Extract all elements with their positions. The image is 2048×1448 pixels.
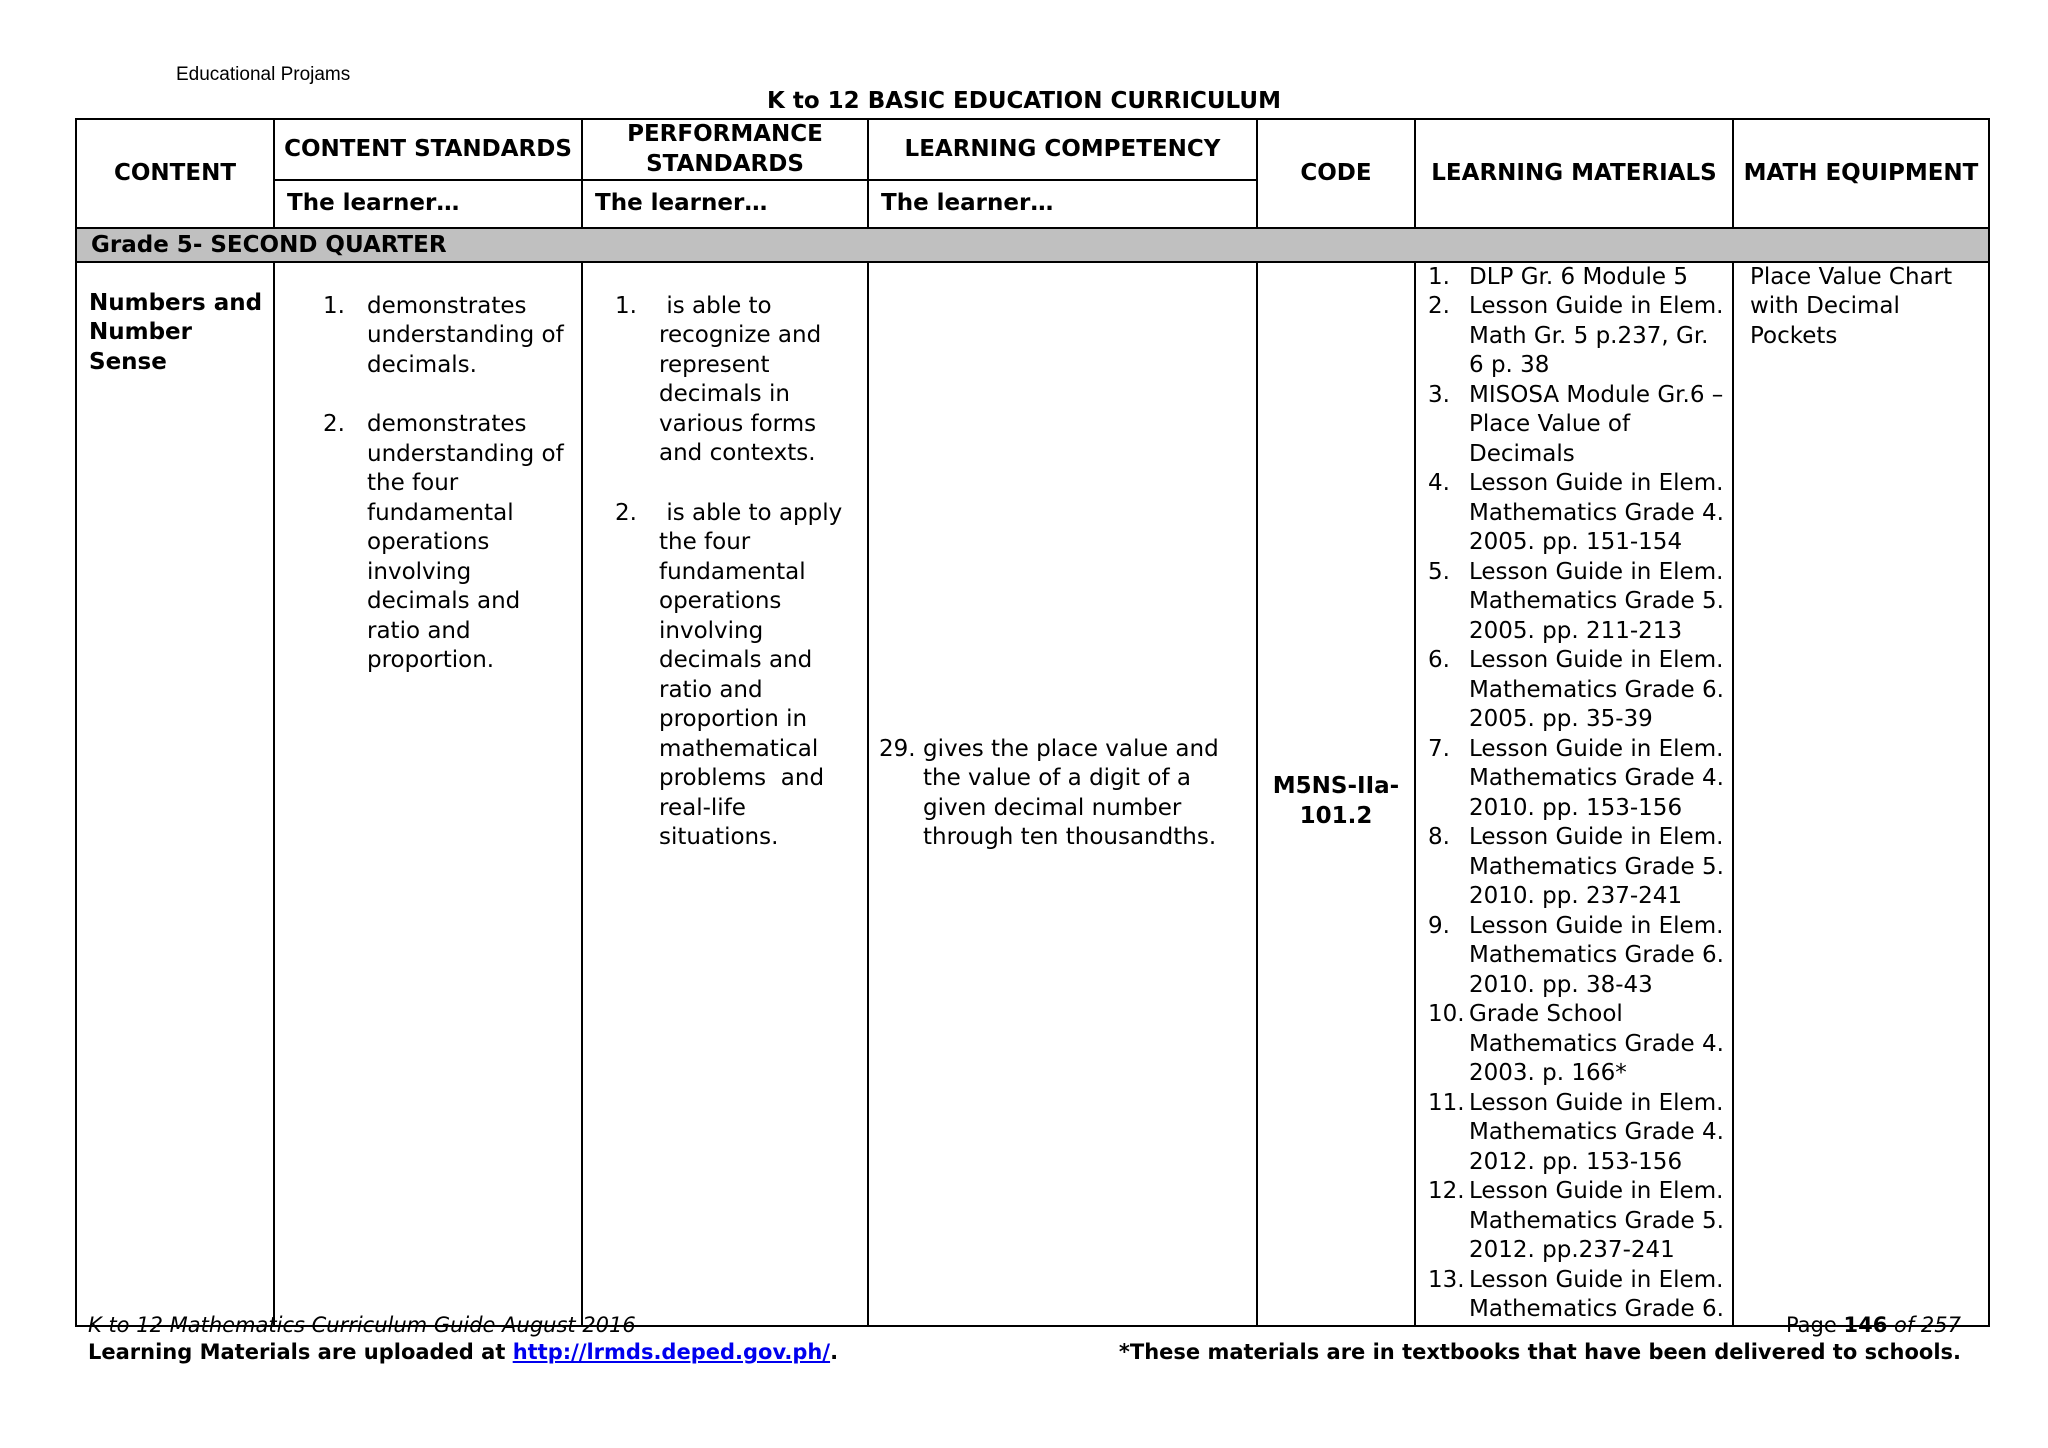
item-number: 7. [1428, 735, 1450, 762]
item-number: 1. [615, 292, 637, 319]
performance-standards-cell [582, 262, 868, 1326]
item-number: 4. [1428, 470, 1450, 496]
item-number: 29. [879, 735, 916, 762]
list-item [1428, 646, 1726, 735]
header-performance-standards: PERFORMANCE STANDARDS [582, 119, 868, 180]
math-equipment-cell: Place Value Chart with Decimal Pockets [1733, 262, 1989, 1326]
page-total: of 257 [1887, 1313, 1961, 1337]
upload-note [88, 1339, 838, 1366]
quarter-row: Grade 5- SECOND QUARTER [76, 228, 1989, 262]
item-text: gives the place value and the value of a digit of a given decimal number through ten thousandths. [923, 735, 1219, 850]
item-number: 13. [1428, 1266, 1465, 1293]
item-text: Lesson Guide in Elem. Mathematics Grade 6. 2010. pp. 38-43 [1469, 912, 1724, 998]
item-number: 9. [1428, 912, 1450, 939]
list-item [1428, 1177, 1726, 1266]
header-learner-ps: The learner… [582, 180, 868, 228]
list-item [1428, 381, 1726, 470]
list-item [615, 292, 857, 469]
lrmds-link[interactable]: http://lrmds.deped.gov.ph/ [512, 1340, 831, 1364]
learning-materials-cell [1415, 262, 1733, 1326]
item-number: 8. [1428, 824, 1450, 850]
footer-right [1119, 1312, 1961, 1366]
list-item [1428, 823, 1726, 912]
list-item [1428, 735, 1726, 824]
list-item [1428, 912, 1726, 1001]
page-label: Page [1785, 1313, 1844, 1337]
item-text: Lesson Guide in Elem. Mathematics Grade 5. 2012. pp.237-241 [1469, 1178, 1724, 1263]
header-code: CODE [1257, 119, 1415, 228]
item-number: 12. [1428, 1178, 1465, 1204]
item-text: DLP Gr. 6 Module 5 [1469, 263, 1689, 290]
item-text: Lesson Guide in Elem. Mathematics Grade 4. 2010. pp. 153-156 [1469, 735, 1724, 821]
header-math-equipment: MATH EQUIPMENT [1733, 119, 1989, 228]
document-title: K to 12 BASIC EDUCATION CURRICULUM [767, 88, 1281, 114]
list-item [323, 410, 571, 676]
header-learning-materials: LEARNING MATERIALS [1415, 119, 1733, 228]
list-item [615, 499, 857, 853]
learning-competency-cell [868, 262, 1257, 1326]
guide-title: K to 12 Mathematics Curriculum Guide August 2016 [88, 1313, 636, 1337]
textbook-note: *These materials are in textbooks that have been delivered to schools. [1118, 1340, 1961, 1364]
list-item [1428, 1000, 1726, 1089]
item-number: 2. [615, 499, 637, 526]
item-number: 2. [323, 411, 345, 437]
item-text: demonstrates understanding of the four fundamental operations involving decimals and ratio and proportion. [367, 411, 564, 673]
item-text: is able to apply the four fundamental operations involving decimals and ratio and proportion in mathematical problems and real-life situations. [659, 499, 850, 850]
header-content: CONTENT [76, 119, 274, 228]
code-cell: M5NS-IIa-101.2 [1257, 262, 1415, 1326]
header-learner-lc: The learner… [868, 180, 1257, 228]
list-item [1428, 263, 1726, 293]
upload-suffix: . [830, 1340, 839, 1364]
item-text: Lesson Guide in Elem. Mathematics Grade 5. 2005. pp. 211-213 [1469, 558, 1724, 644]
list-item [1428, 292, 1726, 381]
list-item [1428, 469, 1726, 558]
item-text: is able to recognize and represent decimals in various forms and contexts. [659, 292, 829, 466]
item-text: Lesson Guide in Elem. Mathematics Grade 6. [1469, 1266, 1724, 1322]
header-learner-cs: The learner… [274, 180, 582, 228]
list-item [879, 735, 1246, 853]
list-item [1428, 1089, 1726, 1178]
item-text: MISOSA Module Gr.6 – Place Value of Decimals [1469, 381, 1724, 467]
curriculum-table [75, 118, 1990, 1327]
item-text: Lesson Guide in Elem. Mathematics Grade 4. 2012. pp. 153-156 [1469, 1089, 1724, 1175]
list-item [323, 292, 571, 381]
item-number: 10. [1428, 1001, 1465, 1027]
item-text: Lesson Guide in Elem. Mathematics Grade 5. 2010. pp. 237-241 [1469, 824, 1724, 909]
item-number: 6. [1428, 647, 1450, 673]
brand-label: Educational Projams [176, 64, 351, 85]
header-learning-competency: LEARNING COMPETENCY [868, 119, 1257, 180]
page-number: 146 [1843, 1313, 1888, 1337]
item-text: Lesson Guide in Elem. Mathematics Grade 4. 2005. pp. 151-154 [1469, 470, 1724, 555]
item-number: 5. [1428, 558, 1450, 585]
list-item [1428, 558, 1726, 647]
item-number: 11. [1428, 1089, 1465, 1116]
item-text: Lesson Guide in Elem. Mathematics Grade 6. 2005. pp. 35-39 [1469, 647, 1724, 732]
footer-left [88, 1312, 838, 1366]
item-number: 1. [1428, 263, 1450, 290]
content-standards-cell [274, 262, 582, 1326]
item-text: Lesson Guide in Elem. Math Gr. 5 p.237, Gr. 6 p. 38 [1469, 293, 1724, 378]
content-cell: Numbers and Number Sense [76, 262, 274, 1326]
item-number: 1. [323, 292, 345, 319]
page-indicator [1119, 1312, 1961, 1339]
item-number: 2. [1428, 293, 1450, 319]
item-text: Grade School Mathematics Grade 4. 2003. p. 166* [1469, 1001, 1724, 1086]
item-number: 3. [1428, 381, 1450, 408]
upload-prefix: Learning Materials are uploaded at [88, 1340, 513, 1364]
header-content-standards: CONTENT STANDARDS [274, 119, 582, 180]
item-text: demonstrates understanding of decimals. [367, 292, 564, 378]
